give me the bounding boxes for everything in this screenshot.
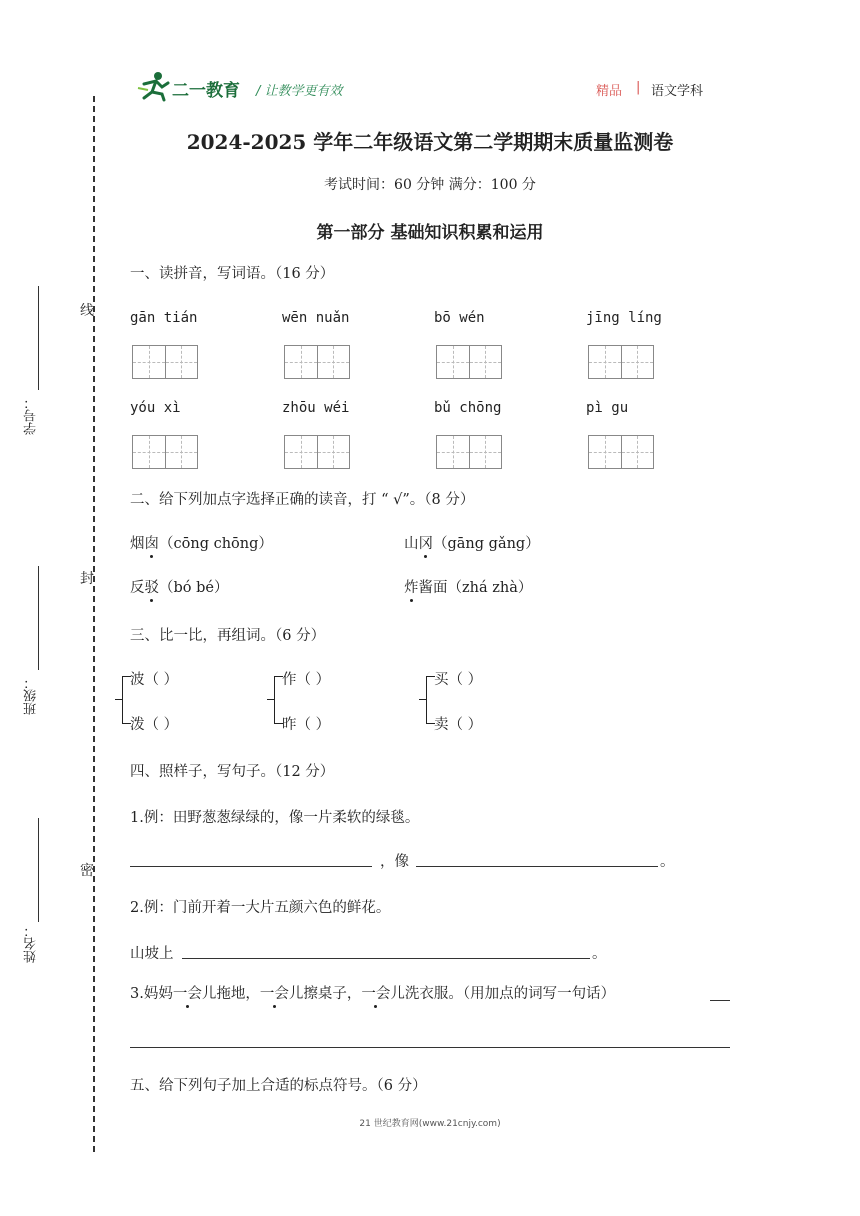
q4-example-2: 2.例：门前开着一大片五颜六色的鲜花。: [130, 900, 391, 916]
name-line: [38, 818, 39, 922]
answer-line[interactable]: [710, 999, 730, 1001]
pinyin-8: pì gu: [586, 400, 629, 416]
q4-text: 儿擦桌子，: [288, 986, 362, 1002]
writing-grid[interactable]: [132, 435, 198, 469]
q2-item-text: 反: [130, 580, 145, 596]
answer-line[interactable]: [182, 957, 590, 959]
dotted-char: 炸: [404, 576, 419, 597]
writing-grid[interactable]: [284, 345, 350, 379]
q2-item-2[interactable]: [404, 532, 540, 553]
q3-pair-1-b[interactable]: 泼（ ）: [130, 717, 179, 733]
writing-grid[interactable]: [588, 435, 654, 469]
class-label: 班级：: [24, 676, 39, 715]
q4-ex2-start: 山坡上: [130, 946, 174, 962]
pinyin-1: gān tián: [130, 310, 198, 326]
dotted-word: 一会: [260, 982, 289, 1003]
class-line: [38, 566, 39, 670]
side-char-line: 线: [80, 303, 94, 319]
writing-grid[interactable]: [284, 435, 350, 469]
dotted-char: 囱: [145, 532, 160, 553]
student-id-line: [38, 286, 39, 390]
part-title: 第一部分 基础知识积累和运用: [316, 223, 544, 243]
q2-item-text: 烟: [130, 536, 145, 552]
q3-pair-1-a[interactable]: 波（ ）: [130, 672, 179, 688]
q4-text: 3.妈妈: [130, 986, 173, 1002]
name-label: 姓名：: [24, 924, 39, 963]
q2-item-text: 山: [404, 536, 419, 552]
brace-tip: [115, 699, 123, 700]
pinyin-4: jīng líng: [586, 310, 662, 326]
q3-pair-2-a[interactable]: 作（ ）: [282, 672, 331, 688]
q2-item-options: 酱面（zhá zhà）: [418, 580, 533, 596]
q2-item-3[interactable]: [130, 576, 228, 597]
q2-item-options: （bó bé）: [159, 580, 229, 596]
brace-tip: [419, 699, 427, 700]
q4-heading: 四、照样子，写句子。（12 分）: [130, 764, 335, 780]
writing-grid[interactable]: [132, 345, 198, 379]
binding-dash-line: [93, 96, 95, 1152]
q2-item-options: （gāng gǎng）: [433, 536, 540, 552]
footer: 21 世纪教育网(www.21cnjy.com): [359, 1119, 501, 1129]
exam-subtitle: 考试时间：60 分钟 满分：100 分: [324, 177, 536, 193]
tag-premium: 精品: [596, 84, 623, 99]
q3-pair-2-b[interactable]: 昨（ ）: [282, 717, 331, 733]
dotted-word: 一会: [361, 982, 390, 1003]
pinyin-5: yóu xì: [130, 400, 181, 416]
student-id-label: 学号：: [24, 396, 39, 435]
q2-item-4[interactable]: [404, 576, 532, 597]
writing-grid[interactable]: [436, 345, 502, 379]
brand-name: 二一教育: [172, 81, 240, 101]
q3-pair-3-b[interactable]: 卖（ ）: [434, 717, 483, 733]
writing-grid[interactable]: [436, 435, 502, 469]
q4-text: 儿拖地，: [201, 986, 260, 1002]
q5-heading: 五、给下列句子加上合适的标点符号。（6 分）: [130, 1078, 427, 1094]
answer-line[interactable]: [130, 865, 372, 867]
answer-line[interactable]: [130, 1046, 730, 1048]
q4-text: 儿洗衣服。（用加点的词写一句话）: [390, 986, 616, 1002]
side-char-secret: 密: [80, 863, 94, 879]
q3-heading: 三、比一比，再组词。（6 分）: [130, 628, 326, 644]
dotted-word: 一会: [173, 982, 202, 1003]
tag-subject: 语文学科: [651, 84, 704, 99]
q2-item-1[interactable]: [130, 532, 273, 553]
pinyin-3: bō wén: [434, 310, 485, 326]
brand-logo: [136, 70, 242, 102]
brace-tip: [267, 699, 275, 700]
dotted-char: 驳: [145, 576, 160, 597]
q1-heading: 一、读拼音，写词语。（16 分）: [130, 266, 335, 282]
answer-line[interactable]: [416, 865, 658, 867]
dotted-char: 冈: [419, 532, 434, 553]
pinyin-6: zhōu wéi: [282, 400, 350, 416]
q4-ex1-mid: ，像: [380, 854, 409, 870]
slogan: / 让教学更有效: [256, 84, 343, 99]
q3-pair-3-a[interactable]: 买（ ）: [434, 672, 483, 688]
writing-grid[interactable]: [588, 345, 654, 379]
side-char-seal: 封: [80, 571, 94, 587]
pinyin-2: wēn nuǎn: [282, 310, 350, 326]
q2-item-options: （cōng chōng）: [159, 536, 273, 552]
tag-separator: |: [636, 80, 641, 95]
exam-title: 2024-2025 学年二年级语文第二学期期末质量监测卷: [186, 130, 674, 154]
q4-ex1-end: 。: [660, 854, 675, 870]
q4-ex2-end: 。: [592, 946, 607, 962]
q4-item-3: [130, 982, 615, 1003]
q4-example-1: 1.例：田野葱葱绿绿的，像一片柔软的绿毯。: [130, 810, 420, 826]
pinyin-7: bǔ chōng: [434, 400, 502, 416]
q2-heading: 二、给下列加点字选择正确的读音，打 “ √”。（8 分）: [130, 492, 475, 508]
